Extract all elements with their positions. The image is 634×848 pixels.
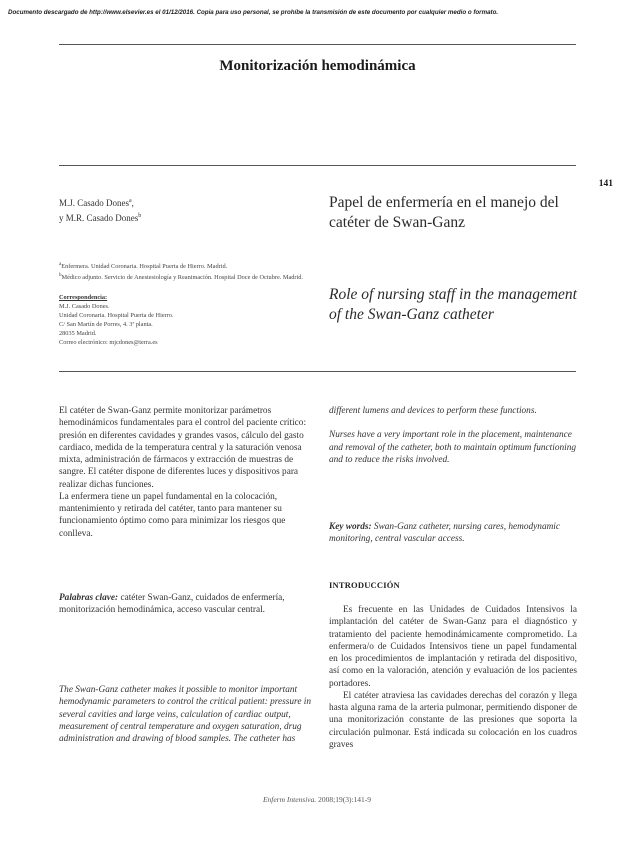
keywords-spanish	[59, 592, 314, 617]
abstract-en-paragraph: different lumens and devices to perform these functions.	[329, 406, 537, 416]
author-list	[59, 195, 141, 225]
article-title-spanish: Papel de enfermería en el manejo del catéter de Swan-Ganz	[329, 194, 559, 231]
affiliation-b: $^b$Médico adjunto. Servicio de Anestesiología y Reanimación. Hospital Doce de Octubre. Madrid.	[59, 273, 303, 282]
correspondence-line: M.J. Casado Dones.	[59, 302, 110, 310]
title-block-rule	[59, 371, 576, 372]
keywords-es-text: catéter Swan-Ganz, cuidados de enfermería, monitorización hemodinámica, acceso vascular central.	[59, 593, 285, 616]
author-1: M.J. Casado Dones$^a$,	[59, 198, 134, 208]
keywords-es-label: Palabras clave:	[59, 593, 119, 603]
abstract-english-start: The Swan-Ganz catheter makes it possible to monitor important hemodynamic parameters to control the critical patient: pressure in several cavities and large veins, calculation of cardiac output, measurement of central temperature and oxygen saturation, drug administration and drawing of blood samples. The catheter has	[59, 685, 312, 744]
page-number: 141	[598, 179, 613, 189]
correspondence-email: Correo electrónico: mjcdones@terra.es	[59, 338, 158, 346]
correspondence-line: C/ San Martín de Porres, 4. 3ª planta.	[59, 320, 153, 328]
correspondence	[59, 294, 309, 347]
article-title-english: Role of nursing staff in the management of the Swan-Ganz catheter	[329, 286, 577, 323]
top-rule	[59, 44, 576, 45]
keywords-en-text: Swan-Ganz catheter, nursing cares, hemodynamic monitoring, central vascular access.	[329, 522, 561, 545]
abstract-spanish	[59, 405, 314, 540]
abstract-english-continued	[329, 405, 577, 466]
introduction-heading: INTRODUCCIÓN	[329, 580, 400, 590]
abstract-es-paragraph: El catéter de Swan-Ganz permite monitorizar parámetros hemodinámicos fundamentales para el control del paciente crítico: presión en diferentes cavidades y grandes vasos, cálculo del gasto cardiaco, medida de la temperatura central y la saturación venosa mixta, administración de fármacos y extracción de muestras de sangre. El catéter dispone de diferentes luces y dispositivos para realizar dichas funciones.	[59, 406, 307, 490]
correspondence-line: 28035 Madrid.	[59, 329, 97, 337]
introduction-paragraph: El catéter atraviesa las cavidades derechas del corazón y llega hasta alguna rama de la arteria pulmonar, permitiendo disponer de una monitorización constante de las presiones que soporta la circulación pulmonar. Está indicada su colocación en los cuadros graves	[329, 690, 577, 750]
correspondence-line: Unidad Coronaria. Hospital Puerta de Hierro.	[59, 311, 174, 319]
affiliation-a: $^a$Enfermera. Unidad Coronaria. Hospital Puerta de Hierro. Madrid.	[59, 262, 228, 271]
keywords-english	[329, 521, 577, 546]
journal-citation: Enferm Intensiva. 2008;19(3):141-9	[262, 795, 372, 804]
introduction-paragraph: Es frecuente en las Unidades de Cuidados Intensivos la implantación del catéter de Swan-Ganz para el diagnóstico y tratamiento del paciente hemodinámicamente comprometido. La enfermera/o de Cuidados Intensivos tiene un papel fundamental en los procedimientos de implantación y retirada del dispositivo, así como en la valoración, atención y evaluación de los pacientes portadores.	[329, 605, 577, 689]
introduction-body	[329, 604, 577, 751]
download-disclaimer: Documento descargado de http://www.elsevier.es el 01/12/2016. Copia para uso personal, se prohíbe la transmisión de este documento por cualquier medio o formato.	[8, 9, 499, 16]
section-title: Monitorización hemodinámica	[219, 58, 416, 74]
keywords-en-label: Key words:	[329, 522, 372, 532]
affiliations	[59, 261, 309, 283]
abstract-en-paragraph: Nurses have a very important role in the placement, maintenance and removal of the catheter, both to maintain optimum functioning and to reduce the risks involved.	[329, 430, 577, 465]
header-rule	[59, 165, 576, 166]
author-2: y M.R. Casado Dones$^b$	[59, 213, 142, 223]
abstract-es-paragraph: La enfermera tiene un papel fundamental en la colocación, mantenimiento y retirada del catéter, tanto para mantener su funcionamiento óptimo como para minimizar los riesgos que conlleva.	[59, 491, 286, 539]
correspondence-heading: Correspondencia:	[59, 294, 108, 301]
